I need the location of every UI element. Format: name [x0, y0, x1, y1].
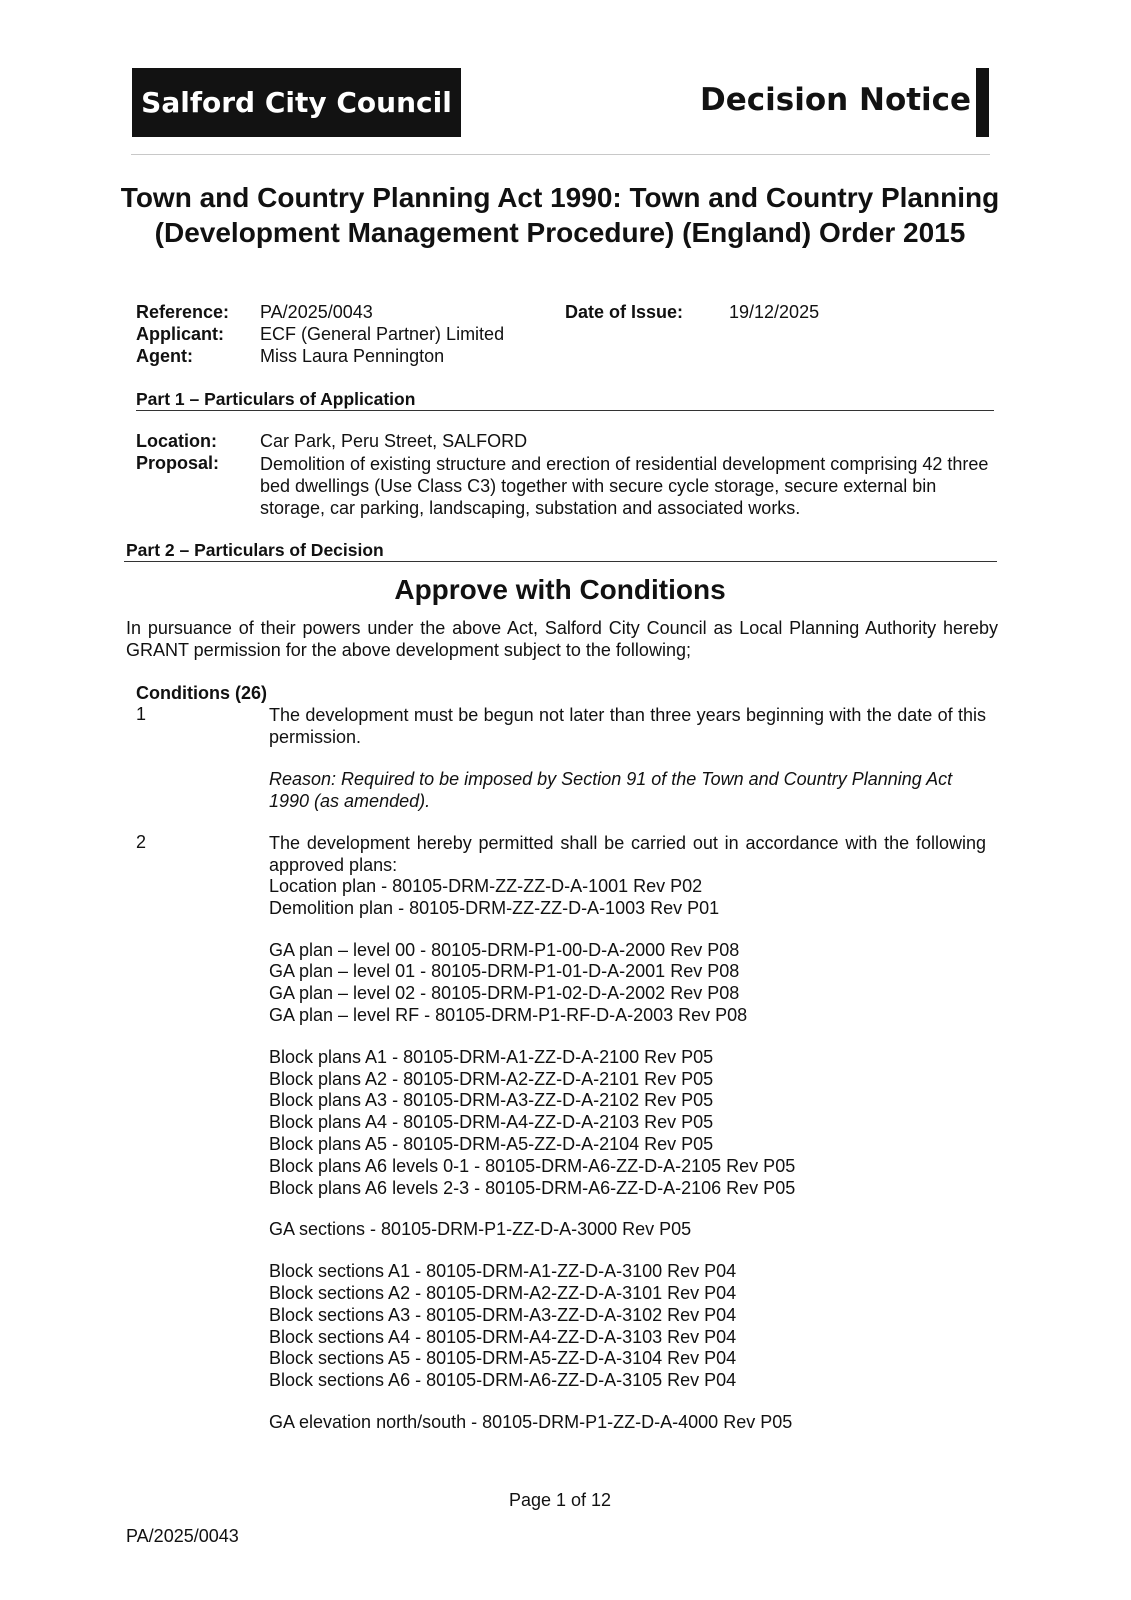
plan-line: GA sections - 80105-DRM-P1-ZZ-D-A-3000 Rev P05 — [269, 1219, 692, 1240]
plan-line: Block sections A2 - 80105-DRM-A2-ZZ-D-A-3101 Rev P04 — [269, 1282, 737, 1303]
header-divider — [131, 154, 990, 155]
footer-reference: PA/2025/0043 — [126, 1526, 239, 1546]
part2-rule — [124, 561, 997, 562]
plan-line: GA plan – level 01 - 80105-DRM-P1-01-D-A-2001 Rev P08 — [269, 961, 740, 982]
plan-line: Block plans A4 - 80105-DRM-A4-ZZ-D-A-2103 Rev P05 — [269, 1112, 714, 1133]
notice-title: Decision Notice — [700, 82, 972, 118]
date-value: 19/12/2025 — [729, 302, 820, 322]
proposal-text: Demolition of existing structure and erection of residential development comprising 42 three bed dwellings (Use Class C3) together with secure cycle storage, secure external bin storage, car parking, landscaping, substation and associated works. — [260, 454, 989, 518]
decision-title: Approve with Conditions — [394, 574, 726, 605]
part1-rule — [136, 410, 994, 411]
plan-line: Block plans A3 - 80105-DRM-A3-ZZ-D-A-2102 Rev P05 — [269, 1090, 714, 1111]
plan-line: Block sections A5 - 80105-DRM-A5-ZZ-D-A-3104 Rev P04 — [269, 1348, 737, 1369]
plan-line: Block plans A5 - 80105-DRM-A5-ZZ-D-A-2104 Rev P05 — [269, 1133, 714, 1154]
condition-1-text: The development must be begun not later than three years beginning with the date of this permission. — [269, 705, 986, 747]
location-label: Location: — [136, 431, 217, 451]
applicant-label: Applicant: — [136, 324, 224, 344]
council-name: Salford City Council — [141, 86, 452, 119]
condition-2-text: The development hereby permitted shall be carried out in accordance with the following approved plans: — [269, 833, 986, 875]
plan-line: Block sections A6 - 80105-DRM-A6-ZZ-D-A-3105 Rev P04 — [269, 1370, 737, 1391]
plan-line: Block plans A2 - 80105-DRM-A2-ZZ-D-A-2101 Rev P05 — [269, 1068, 714, 1089]
plan-line: Block sections A3 - 80105-DRM-A3-ZZ-D-A-3102 Rev P04 — [269, 1304, 737, 1325]
reference-value: PA/2025/0043 — [260, 302, 373, 322]
plan-group — [269, 940, 989, 1027]
title-bar-decoration — [976, 68, 989, 137]
location-value: Car Park, Peru Street, SALFORD — [260, 431, 528, 451]
plan-line: Block plans A6 levels 2-3 - 80105-DRM-A6-ZZ-D-A-2106 Rev P05 — [269, 1177, 796, 1198]
council-logo — [132, 68, 461, 137]
conditions-heading: Conditions (26) — [136, 683, 267, 703]
plan-line: GA plan – level 00 - 80105-DRM-P1-00-D-A-2000 Rev P08 — [269, 939, 740, 960]
applicant-value: ECF (General Partner) Limited — [260, 324, 505, 344]
plan-line: Block sections A1 - 80105-DRM-A1-ZZ-D-A-3100 Rev P04 — [269, 1261, 737, 1282]
plan-line: Location plan - 80105-DRM-ZZ-ZZ-D-A-1001 Rev P02 — [269, 876, 703, 896]
part1-heading: Part 1 – Particulars of Application — [136, 389, 416, 409]
plan-line: Demolition plan - 80105-DRM-ZZ-ZZ-D-A-1003 Rev P01 — [269, 897, 720, 918]
plan-line: GA plan – level 02 - 80105-DRM-P1-02-D-A-2002 Rev P08 — [269, 983, 740, 1004]
date-label: Date of Issue: — [565, 302, 684, 322]
plan-group — [269, 1047, 989, 1200]
plan-line: GA plan – level RF - 80105-DRM-P1-RF-D-A-2003 Rev P08 — [269, 1004, 748, 1025]
act-title: Town and Country Planning Act 1990: Town and Country Planning (Development Management Procedure) (England) Order 2015 — [120, 182, 1000, 248]
plan-line: Block plans A6 levels 0-1 - 80105-DRM-A6-ZZ-D-A-2105 Rev P05 — [269, 1155, 796, 1176]
approved-plans-list — [269, 876, 989, 1454]
agent-value: Miss Laura Pennington — [260, 346, 445, 366]
plan-line: GA elevation north/south - 80105-DRM-P1-ZZ-D-A-4000 Rev P05 — [269, 1411, 793, 1432]
agent-label: Agent: — [136, 346, 193, 366]
condition-1-number: 1 — [136, 704, 147, 724]
plan-group — [269, 1261, 989, 1392]
plan-group — [269, 876, 989, 920]
reference-label: Reference: — [136, 302, 230, 322]
plan-group — [269, 1219, 989, 1241]
intro-paragraph: In pursuance of their powers under the above Act, Salford City Council as Local Planning Authority hereby GRANT permission for the above development subject to the following; — [126, 618, 998, 660]
proposal-label: Proposal: — [136, 453, 220, 473]
condition-1-reason: Reason: Required to be imposed by Section 91 of the Town and Country Planning Act 1990 (as amended). — [269, 769, 953, 811]
condition-2-number: 2 — [136, 832, 147, 852]
plan-line: Block plans A1 - 80105-DRM-A1-ZZ-D-A-2100 Rev P05 — [269, 1046, 714, 1067]
plan-line: Block sections A4 - 80105-DRM-A4-ZZ-D-A-3103 Rev P04 — [269, 1326, 737, 1347]
part2-heading: Part 2 – Particulars of Decision — [126, 540, 384, 560]
plan-group — [269, 1412, 989, 1434]
page-number: Page 1 of 12 — [508, 1490, 612, 1510]
